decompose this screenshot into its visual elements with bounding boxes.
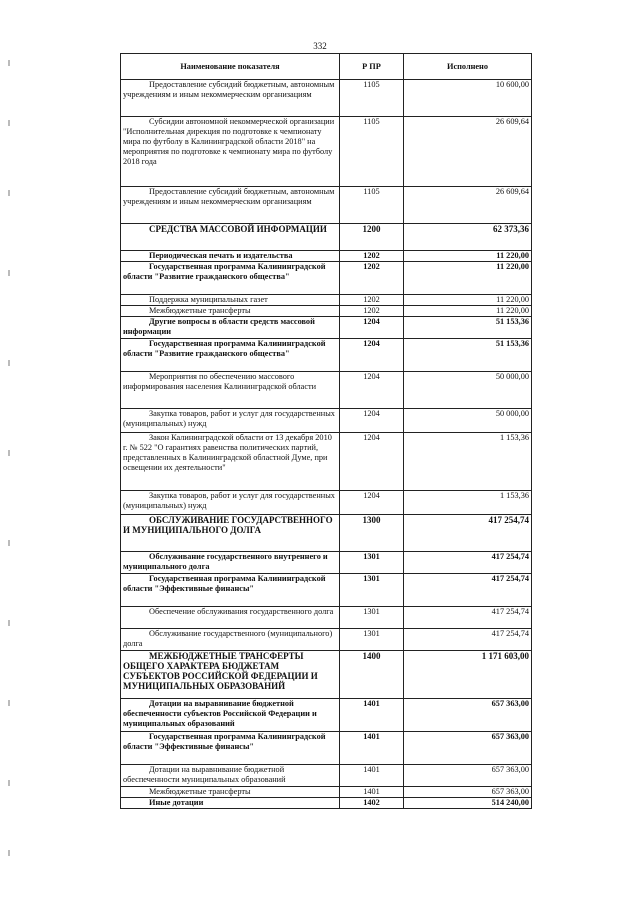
- row-code: 1204: [340, 491, 404, 515]
- row-amount: 417 254,74: [404, 629, 532, 651]
- margin-mark: [8, 450, 10, 456]
- row-code: 1401: [340, 765, 404, 787]
- row-code: 1202: [340, 306, 404, 317]
- margin-mark: [8, 700, 10, 706]
- row-name: Дотации на выравнивание бюджетной обеспеченности муниципальных образований: [121, 765, 340, 787]
- row-name: Субсидии автономной некоммерческой организации "Исполнительная дирекция по подготовке к чемпионату мира по футболу в Калининградской области 2018" на мероприятия по подготовке к чемпионату мира по футболу 2018 года: [121, 117, 340, 187]
- table-row: [121, 515, 532, 552]
- row-code: 1200: [340, 224, 404, 251]
- page-number: 332: [313, 41, 327, 51]
- row-code: 1300: [340, 515, 404, 552]
- row-amount: 514 240,00: [404, 798, 532, 809]
- row-name: Поддержка муниципальных газет: [121, 295, 340, 306]
- row-code: 1301: [340, 607, 404, 629]
- row-amount: 11 220,00: [404, 306, 532, 317]
- row-name: Государственная программа Калининградской области "Эффективные финансы": [121, 574, 340, 607]
- row-name: Закупка товаров, работ и услуг для государственных (муниципальных) нужд: [121, 491, 340, 515]
- table-row: [121, 765, 532, 787]
- row-code: 1202: [340, 251, 404, 262]
- row-name: Обеспечение обслуживания государственного долга: [121, 607, 340, 629]
- row-amount: 51 153,36: [404, 339, 532, 372]
- table-row: [121, 409, 532, 433]
- table-row: [121, 187, 532, 224]
- row-amount: 62 373,36: [404, 224, 532, 251]
- row-name: Закупка товаров, работ и услуг для государственных (муниципальных) нужд: [121, 409, 340, 433]
- row-name: Государственная программа Калининградской области "Эффективные финансы": [121, 732, 340, 765]
- row-code: 1105: [340, 117, 404, 187]
- row-name: Периодическая печать и издательства: [121, 251, 340, 262]
- row-amount: 417 254,74: [404, 515, 532, 552]
- table-row: [121, 262, 532, 295]
- row-code: 1401: [340, 787, 404, 798]
- budget-execution-table: [120, 53, 532, 809]
- table-row: [121, 552, 532, 574]
- row-code: 1301: [340, 552, 404, 574]
- table-row: [121, 117, 532, 187]
- row-code: 1204: [340, 317, 404, 339]
- table-row: [121, 224, 532, 251]
- row-code: 1105: [340, 80, 404, 117]
- table-row: [121, 339, 532, 372]
- table-body: [121, 80, 532, 809]
- table-row: [121, 433, 532, 491]
- row-code: 1105: [340, 187, 404, 224]
- row-name: ОБСЛУЖИВАНИЕ ГОСУДАРСТВЕННОГО И МУНИЦИПАЛЬНОГО ДОЛГА: [121, 515, 340, 552]
- row-name: Мероприятия по обеспечению массового информирования населения Калининградской области: [121, 372, 340, 409]
- row-amount: 50 000,00: [404, 409, 532, 433]
- row-amount: 11 220,00: [404, 295, 532, 306]
- row-name: Межбюджетные трансферты: [121, 787, 340, 798]
- table-row: [121, 699, 532, 732]
- row-name: Обслуживание государственного (муниципального) долга: [121, 629, 340, 651]
- row-name: Иные дотации: [121, 798, 340, 809]
- row-name: Обслуживание государственного внутреннего и муниципального долга: [121, 552, 340, 574]
- row-name: Другие вопросы в области средств массовой информации: [121, 317, 340, 339]
- header-name: Наименование показателя: [121, 54, 340, 80]
- table-row: [121, 787, 532, 798]
- table-row: [121, 372, 532, 409]
- row-amount: 10 600,00: [404, 80, 532, 117]
- row-name: Дотации на выравнивание бюджетной обеспеченности субъектов Российской Федерации и муниципальных образований: [121, 699, 340, 732]
- table-row: [121, 80, 532, 117]
- table-row: [121, 295, 532, 306]
- margin-mark: [8, 780, 10, 786]
- table-row: [121, 306, 532, 317]
- row-amount: 657 363,00: [404, 787, 532, 798]
- row-code: 1204: [340, 339, 404, 372]
- table-header-row: [121, 54, 532, 80]
- row-code: 1202: [340, 262, 404, 295]
- row-name: СРЕДСТВА МАССОВОЙ ИНФОРМАЦИИ: [121, 224, 340, 251]
- row-code: 1401: [340, 732, 404, 765]
- row-code: 1401: [340, 699, 404, 732]
- row-name: Государственная программа Калининградской области "Развитие гражданского общества": [121, 339, 340, 372]
- table-row: [121, 651, 532, 699]
- table-row: [121, 798, 532, 809]
- row-code: 1402: [340, 798, 404, 809]
- row-amount: 417 254,74: [404, 552, 532, 574]
- margin-mark: [8, 850, 10, 856]
- table-row: [121, 732, 532, 765]
- row-amount: 657 363,00: [404, 732, 532, 765]
- row-amount: 26 609,64: [404, 187, 532, 224]
- table-row: [121, 629, 532, 651]
- row-amount: 50 000,00: [404, 372, 532, 409]
- row-code: 1301: [340, 574, 404, 607]
- margin-mark: [8, 360, 10, 366]
- margin-mark: [8, 620, 10, 626]
- row-code: 1204: [340, 409, 404, 433]
- margin-mark: [8, 540, 10, 546]
- header-code: Р ПР: [340, 54, 404, 80]
- row-name: Закон Калининградской области от 13 декабря 2010 г. № 522 "О гарантиях равенства политических партий, представленных в Калининградской областной Думе, при освещении их деятельности": [121, 433, 340, 491]
- row-name: Предоставление субсидий бюджетным, автономным учреждениям и иным некоммерческим организациям: [121, 187, 340, 224]
- row-name: Государственная программа Калининградской области "Развитие гражданского общества": [121, 262, 340, 295]
- table-row: [121, 251, 532, 262]
- row-name: Предоставление субсидий бюджетным, автономным учреждениям и иным некоммерческим организациям: [121, 80, 340, 117]
- row-amount: 1 171 603,00: [404, 651, 532, 699]
- row-amount: 11 220,00: [404, 262, 532, 295]
- table-row: [121, 607, 532, 629]
- table-row: [121, 574, 532, 607]
- margin-mark: [8, 120, 10, 126]
- row-amount: 1 153,36: [404, 491, 532, 515]
- row-code: 1400: [340, 651, 404, 699]
- row-name: Межбюджетные трансферты: [121, 306, 340, 317]
- row-code: 1204: [340, 433, 404, 491]
- margin-mark: [8, 270, 10, 276]
- row-code: 1301: [340, 629, 404, 651]
- table-row: [121, 491, 532, 515]
- row-code: 1202: [340, 295, 404, 306]
- row-code: 1204: [340, 372, 404, 409]
- row-amount: 417 254,74: [404, 607, 532, 629]
- row-amount: 26 609,64: [404, 117, 532, 187]
- row-amount: 417 254,74: [404, 574, 532, 607]
- table-row: [121, 317, 532, 339]
- binding-margin-marks: [8, 60, 12, 890]
- header-amount: Исполнено: [404, 54, 532, 80]
- row-amount: 657 363,00: [404, 765, 532, 787]
- row-amount: 657 363,00: [404, 699, 532, 732]
- row-amount: 11 220,00: [404, 251, 532, 262]
- row-name: МЕЖБЮДЖЕТНЫЕ ТРАНСФЕРТЫ ОБЩЕГО ХАРАКТЕРА БЮДЖЕТАМ СУБЪЕКТОВ РОССИЙСКОЙ ФЕДЕРАЦИИ И МУНИЦИПАЛЬНЫХ ОБРАЗОВАНИЙ: [121, 651, 340, 699]
- row-amount: 1 153,36: [404, 433, 532, 491]
- row-amount: 51 153,36: [404, 317, 532, 339]
- margin-mark: [8, 190, 10, 196]
- margin-mark: [8, 60, 10, 66]
